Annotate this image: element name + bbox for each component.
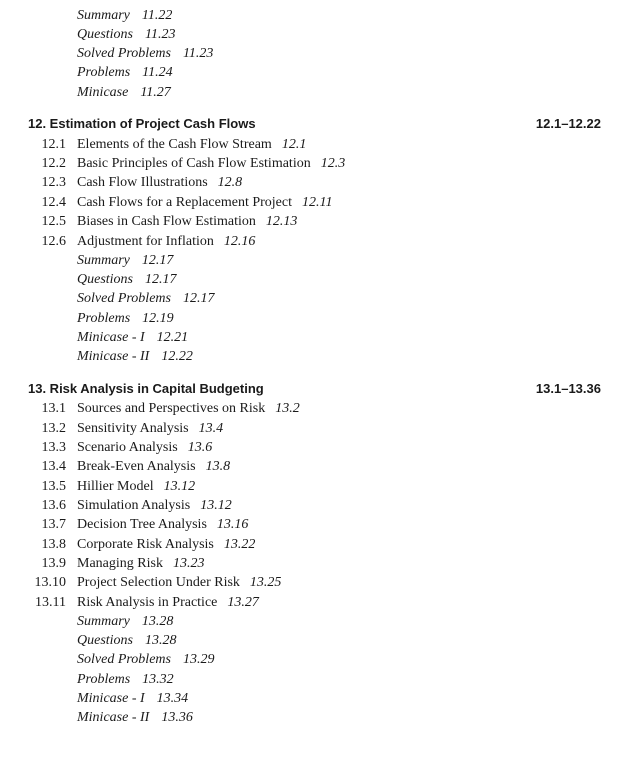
toc-extra-title: Minicase - II <box>77 710 150 725</box>
toc-section-title: Scenario Analysis <box>77 440 178 455</box>
toc-section-title: Biases in Cash Flow Estimation <box>77 214 256 229</box>
toc-section-number: 12.4 <box>41 195 66 210</box>
toc-section-number: 13.4 <box>41 459 66 474</box>
toc-section-number: 13.1 <box>41 401 66 416</box>
toc-page-number: 13.8 <box>205 459 231 474</box>
toc-page-number: 13.12 <box>200 498 232 513</box>
toc-section-title: Basic Principles of Cash Flow Estimation <box>77 156 311 171</box>
toc-page-number: 11.23 <box>145 27 176 42</box>
toc-extra-title: Summary <box>77 253 130 268</box>
toc-page-number: 12.1 <box>281 137 307 152</box>
chapter-heading[interactable]: 13. Risk Analysis in Capital Budgeting <box>28 381 264 396</box>
toc-extra-title: Problems <box>77 672 131 687</box>
toc-section-number: 13.6 <box>41 498 66 513</box>
toc-page-number: 13.28 <box>141 614 174 629</box>
toc-section-title: Cash Flow Illustrations <box>77 175 208 190</box>
toc-page-number: 13.28 <box>145 633 177 648</box>
toc-page-number: 12.17 <box>182 291 215 306</box>
toc-page-number: 12.19 <box>142 311 174 326</box>
toc-section-number: 12.5 <box>41 214 66 229</box>
toc-page-number: 13.36 <box>161 710 193 725</box>
toc-page-number: 11.22 <box>141 8 173 23</box>
toc-section-title: Risk Analysis in Practice <box>77 595 218 610</box>
chapter-page-range: 12.1–12.22 <box>535 116 601 131</box>
toc-page-number: 12.8 <box>217 175 243 190</box>
toc-page-number: 13.16 <box>216 517 249 532</box>
toc-extra-title: Minicase <box>77 85 129 100</box>
toc-section-number: 12.6 <box>41 234 66 249</box>
toc-page-number: 13.6 <box>187 440 213 455</box>
toc-page-number: 13.12 <box>163 479 196 494</box>
toc-section-title: Decision Tree Analysis <box>77 517 207 532</box>
toc-page-number: 13.27 <box>227 595 259 610</box>
toc-section-title: Elements of the Cash Flow Stream <box>77 137 272 152</box>
chapter-page-range: 13.1–13.36 <box>535 381 601 396</box>
toc-page-number: 11.24 <box>142 65 173 80</box>
toc-extra-title: Solved Problems <box>77 652 171 667</box>
toc-extra-title: Problems <box>77 311 131 326</box>
toc-page-number: 12.16 <box>223 234 256 249</box>
toc-page-number: 13.23 <box>172 556 205 571</box>
toc-section-number: 13.10 <box>34 575 66 590</box>
toc-section-number: 12.2 <box>41 156 66 171</box>
toc-section-number: 13.5 <box>41 479 66 494</box>
toc-extra-title: Summary <box>77 8 130 23</box>
toc-page-number: 11.27 <box>140 85 171 100</box>
toc-page-number: 12.22 <box>161 349 193 364</box>
toc-extra-title: Questions <box>77 272 133 287</box>
toc-extra-title: Problems <box>77 65 131 80</box>
toc-section-title: Cash Flows for a Replacement Project <box>77 195 293 210</box>
toc-section-title: Sensitivity Analysis <box>77 421 189 436</box>
toc-page-number: 13.25 <box>249 575 282 590</box>
toc-section-number: 13.2 <box>41 421 66 436</box>
toc-section-number: 13.9 <box>41 556 66 571</box>
toc-extra-title: Questions <box>77 633 133 648</box>
toc-extra-title: Minicase - II <box>77 349 150 364</box>
toc-section-number: 12.1 <box>41 137 66 152</box>
toc-page-number: 13.2 <box>275 401 300 416</box>
toc-page-number: 11.23 <box>182 46 214 61</box>
toc-page-number: 13.22 <box>223 537 256 552</box>
toc-extra-title: Minicase - I <box>77 691 145 706</box>
toc-page-number: 13.34 <box>156 691 189 706</box>
toc-section-title: Adjustment for Inflation <box>77 234 214 249</box>
toc-extra-title: Summary <box>77 614 130 629</box>
toc-page-number: 12.11 <box>302 195 333 210</box>
toc-page-number: 12.13 <box>265 214 298 229</box>
toc-section-title: Sources and Perspectives on Risk <box>77 401 266 416</box>
toc-page-number: 12.21 <box>156 330 189 345</box>
toc-extra-title: Questions <box>77 27 133 42</box>
toc-section-number: 13.8 <box>41 537 66 552</box>
toc-page-number: 12.3 <box>320 156 346 171</box>
toc-section-title: Managing Risk <box>77 556 163 571</box>
toc-page-number: 13.4 <box>198 421 224 436</box>
chapter-heading[interactable]: 12. Estimation of Project Cash Flows <box>28 116 256 131</box>
toc-section-title: Break-Even Analysis <box>77 459 196 474</box>
toc-section-number: 13.11 <box>35 595 66 610</box>
toc-page-number: 13.29 <box>182 652 215 667</box>
toc-section-number: 13.3 <box>41 440 66 455</box>
toc-section-title: Simulation Analysis <box>77 498 191 513</box>
toc-section-number: 13.7 <box>41 517 66 532</box>
toc-section-number: 12.3 <box>41 175 66 190</box>
toc-page-number: 12.17 <box>141 253 174 268</box>
toc-extra-title: Solved Problems <box>77 46 171 61</box>
toc-page-number: 13.32 <box>142 672 174 687</box>
toc-section-title: Project Selection Under Risk <box>77 575 240 590</box>
toc-section-title: Corporate Risk Analysis <box>77 537 214 552</box>
toc-section-title: Hillier Model <box>77 479 154 494</box>
toc-page-number: 12.17 <box>145 272 177 287</box>
toc-extra-title: Minicase - I <box>77 330 145 345</box>
toc-extra-title: Solved Problems <box>77 291 171 306</box>
